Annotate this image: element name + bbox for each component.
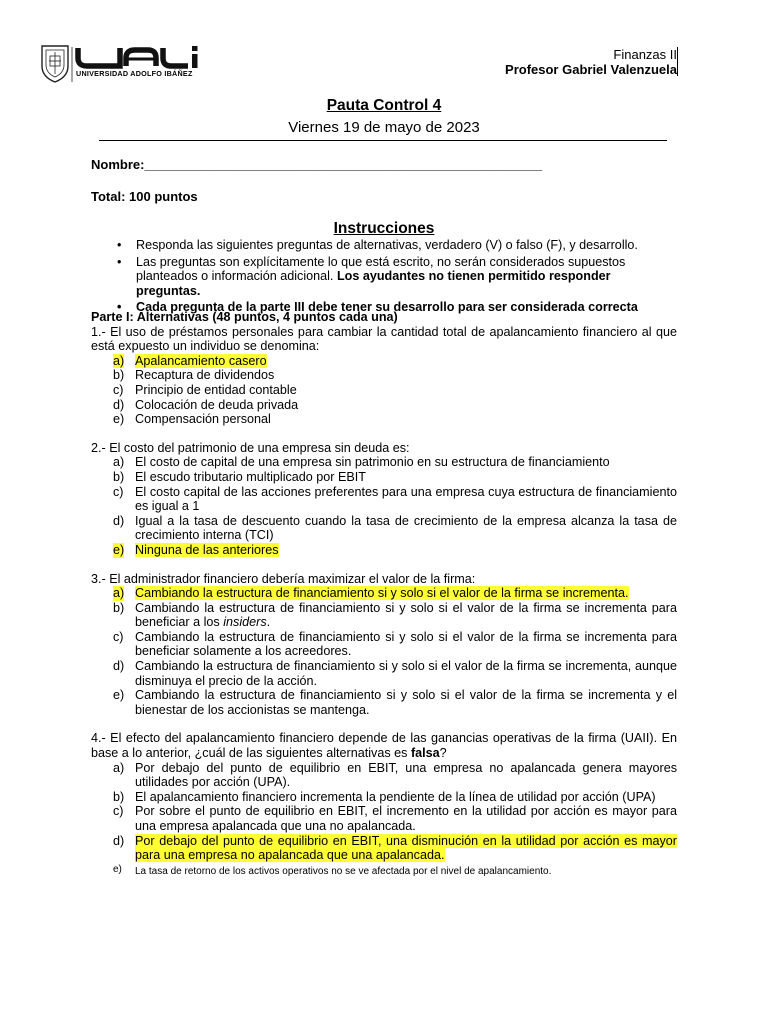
option-text-correct: Cambiando la estructura de financiamiento si y solo si el valor de la firma se incrementa. xyxy=(135,586,629,601)
uai-logo-icon xyxy=(40,44,200,84)
university-name: UNIVERSIDAD ADOLFO IBÁÑEZ xyxy=(76,69,193,78)
option-text: Por sobre el punto de equilibrio en EBIT, el incremento en la utilidad por acción es mayor para una empresa apalancada que una no apalancada. xyxy=(135,804,677,833)
option-item: b) El escudo tributario multiplicado por EBIT xyxy=(113,469,366,484)
option-text: El costo capital de las acciones preferentes para una empresa cuya estructura de financiamiento es igual a 1 xyxy=(135,484,677,514)
option-item: d) Colocación de deuda privada xyxy=(113,397,299,412)
option-item: c) Cambiando la estructura de financiamiento si y solo si el valor de la firma se incrementa para beneficiar solamente a los acreedores. xyxy=(113,629,677,659)
total-points: Total: 100 puntos xyxy=(91,189,198,204)
exam-date: Viernes 19 de mayo de 2023 xyxy=(288,119,480,136)
question-1-text: 1.- El uso de préstamos personales para cambiar la cantidad total de apalancamiento financiero al que está expuesto un individuo se denomina: xyxy=(91,324,677,354)
option-item: e) La tasa de retorno de los activos operativos no se ve afectada por el nivel de apalancamiento. xyxy=(113,863,552,877)
option-text: Principio de entidad contable xyxy=(135,382,297,397)
option-item: a) Por debajo del punto de equilibrio en EBIT, una empresa no apalancada genera mayores utilidades por acción (UPA). xyxy=(113,760,677,790)
option-item: b) El apalancamiento financiero incrementa la pendiente de la línea de utilidad por acción (UPA) xyxy=(113,789,656,804)
question-bold-text: falsa xyxy=(410,746,440,761)
question-text: 4.- El efecto del apalancamiento financiero depende de las ganancias operativas de la firma (UAII). En base a lo anterior, ¿cuál de las siguientes alternativas es xyxy=(91,731,677,761)
university-logo xyxy=(40,44,200,89)
instruction-text: Las preguntas son explícitamente lo que está escrito, no serán considerados supuestos planteados o información adicional. xyxy=(136,254,626,284)
option-italic-text: insiders xyxy=(223,615,267,630)
question-4-options xyxy=(91,761,677,880)
option-text-correct: Ninguna de las anteriores xyxy=(135,542,279,557)
option-text: . xyxy=(266,615,271,630)
option-item: d) Por debajo del punto de equilibrio en EBIT, una disminución en la utilidad por acción es mayor para una empresa no apalancada que una apalancada. xyxy=(113,833,677,863)
question-2-options xyxy=(91,455,677,557)
question-1-options xyxy=(91,354,677,427)
option-text: Cambiando la estructura de financiamiento si y solo si el valor de la firma se incrementa y el bienestar de los accionistas se mantenga. xyxy=(135,688,677,717)
instruction-item xyxy=(117,238,677,253)
part1-heading: Parte I: Alternativas (48 puntos, 4 puntos cada una) xyxy=(91,310,398,324)
option-text: El costo de capital de una empresa sin patrimonio en su estructura de financiamiento xyxy=(135,455,610,470)
question-text: ? xyxy=(439,746,447,761)
option-text: Cambiando la estructura de financiamiento si y solo si el valor de la firma se incrementa para beneficiar a los xyxy=(135,600,677,630)
option-text: Cambiando la estructura de financiamiento si y solo si el valor de la firma se incrementa, aunque disminuya el precio de la acción. xyxy=(135,659,677,688)
question-3-options xyxy=(91,586,677,717)
option-text-correct: Apalancamiento casero xyxy=(135,353,267,368)
question-4-text xyxy=(91,731,677,760)
option-item: c) El costo capital de las acciones preferentes para una empresa cuya estructura de financiamiento es igual a 1 xyxy=(113,484,677,514)
professor-name: Profesor Gabriel Valenzuela xyxy=(505,62,677,77)
instruction-item xyxy=(117,255,677,299)
instructions-list xyxy=(117,238,677,317)
option-item: c) Por sobre el punto de equilibrio en EBIT, el incremento en la utilidad por acción es mayor para una empresa apalancada que una no apalancada. xyxy=(113,804,677,833)
header-divider xyxy=(677,47,678,76)
option-item: d) Cambiando la estructura de financiamiento si y solo si el valor de la firma se incrementa, aunque disminuya el precio de la acción. xyxy=(113,659,677,688)
option-item: e) Ninguna de las anteriores xyxy=(113,542,279,557)
option-text: La tasa de retorno de los activos operativos no se ve afectada por el nivel de apalancamiento. xyxy=(135,865,552,877)
option-text: Recaptura de dividendos xyxy=(135,368,275,383)
course-name: Finanzas II xyxy=(613,47,677,62)
option-text: Por debajo del punto de equilibrio en EBIT, una empresa no apalancada genera mayores utilidades por acción (UPA). xyxy=(135,760,677,790)
option-text-correct: Por debajo del punto de equilibrio en EBIT, una disminución en la utilidad por acción es mayor para una empresa no apalancada que una apalancada. xyxy=(135,833,677,863)
instruction-bold-text: Los ayudantes no tienen permitido responder preguntas. xyxy=(136,269,611,298)
option-item: b) Cambiando la estructura de financiamiento si y solo si el valor de la firma se incrementa para beneficiar a los insiders. xyxy=(113,600,677,630)
option-item: d) Igual a la tasa de descuento cuando la tasa de crecimiento de la empresa alcanza la tasa de crecimiento interna (TCI) xyxy=(113,513,677,543)
question-2-text: 2.- El costo del patrimonio de una empresa sin deuda es: xyxy=(91,440,410,455)
page-title: Pauta Control 4 xyxy=(326,97,442,114)
option-item: e) Compensación personal xyxy=(113,412,271,427)
option-item: b) Recaptura de dividendos xyxy=(113,368,275,383)
instructions-heading: Instrucciones xyxy=(333,220,435,237)
instruction-text: Cada pregunta de la parte III debe tener su desarrollo para ser considerada correcta xyxy=(136,300,638,315)
option-text: Compensación personal xyxy=(135,412,271,427)
option-item: a) Cambiando la estructura de financiamiento si y solo si el valor de la firma se incrementa. xyxy=(113,586,629,601)
option-text: Igual a la tasa de descuento cuando la tasa de crecimiento de la empresa alcanza la tasa de crecimiento interna (TCI) xyxy=(135,513,677,543)
title-divider xyxy=(99,140,667,141)
option-item: a) Apalancamiento casero xyxy=(113,353,267,368)
option-text: Cambiando la estructura de financiamiento si y solo si el valor de la firma se incrementa para beneficiar solamente a los acreedores. xyxy=(135,629,677,659)
option-item: a) El costo de capital de una empresa sin patrimonio en su estructura de financiamiento xyxy=(113,455,610,470)
option-item: c) Principio de entidad contable xyxy=(113,382,297,397)
instruction-text: Responda las siguientes preguntas de alternativas, verdadero (V) o falso (F), y desarrollo. xyxy=(136,238,638,252)
option-item: e) Cambiando la estructura de financiamiento si y solo si el valor de la firma se incrementa y el bienestar de los accionistas se mantenga. xyxy=(113,688,677,717)
option-text: El apalancamiento financiero incrementa la pendiente de la línea de utilidad por acción (UPA) xyxy=(135,789,656,804)
option-text: El escudo tributario multiplicado por EBIT xyxy=(135,469,366,484)
option-text: Colocación de deuda privada xyxy=(135,397,299,412)
exam-content xyxy=(91,310,677,879)
name-field-line: Nombre:_______________________________________________________ xyxy=(91,157,543,172)
question-3-text: 3.- El administrador financiero debería maximizar el valor de la firma: xyxy=(91,571,476,586)
